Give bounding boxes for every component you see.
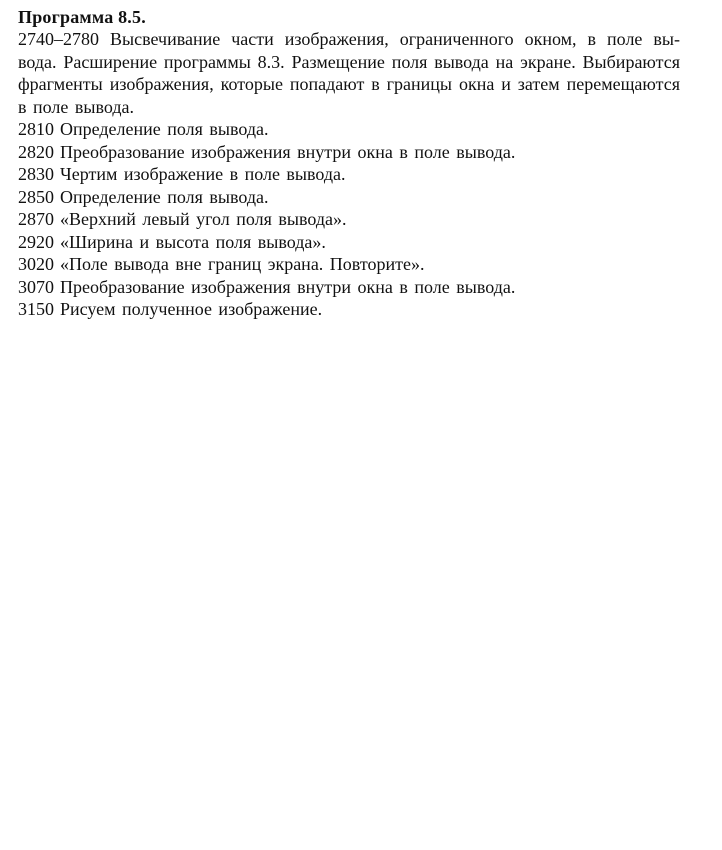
document-page [18,6,680,321]
line-number: 2830 [18,164,54,184]
list-item [18,186,680,209]
entry-list [18,118,680,321]
intro-text: Высвечивание части изображения, ограниченного окном, в поле вы-вода. Расширение программы 8.3. Размещение поля вывода на экране. Выбираются фрагменты изображения, которые попадают в границы окна и затем перемещаются в поле вывода. [18,29,680,117]
line-description: Определение поля вывода. [60,186,269,207]
list-item [18,118,680,141]
list-item [18,231,680,254]
list-item [18,298,680,321]
line-number: 2920 [18,231,54,252]
line-description: Преобразование изображения внутри окна в поле вывода. [60,141,516,162]
list-item [18,208,680,231]
list-item [18,276,680,299]
line-number: 3020 [18,254,54,274]
program-heading: Программа 8.5. [18,7,146,27]
list-item [18,141,680,164]
line-description: «Ширина и высота поля вывода». [60,231,326,252]
line-number: 3070 [18,276,54,297]
line-description: Рисуем полученное изображение. [60,299,323,319]
line-number: 2850 [18,186,54,207]
line-number: 2820 [18,141,54,162]
line-description: «Поле вывода вне границ экрана. Повторите». [60,254,425,274]
line-number: 2810 [18,119,54,139]
line-description: Преобразование изображения внутри окна в поле вывода. [60,276,516,297]
line-number: 2870 [18,209,54,229]
line-description: Определение поля вывода. [60,119,269,139]
intro-paragraph [18,28,680,118]
line-description: Чертим изображение в поле вывода. [60,164,346,184]
list-item [18,253,680,276]
line-description: «Верхний левый угол поля вывода». [60,209,347,229]
line-number: 3150 [18,299,54,319]
intro-line-range: 2740–2780 [18,29,99,49]
list-item [18,163,680,186]
